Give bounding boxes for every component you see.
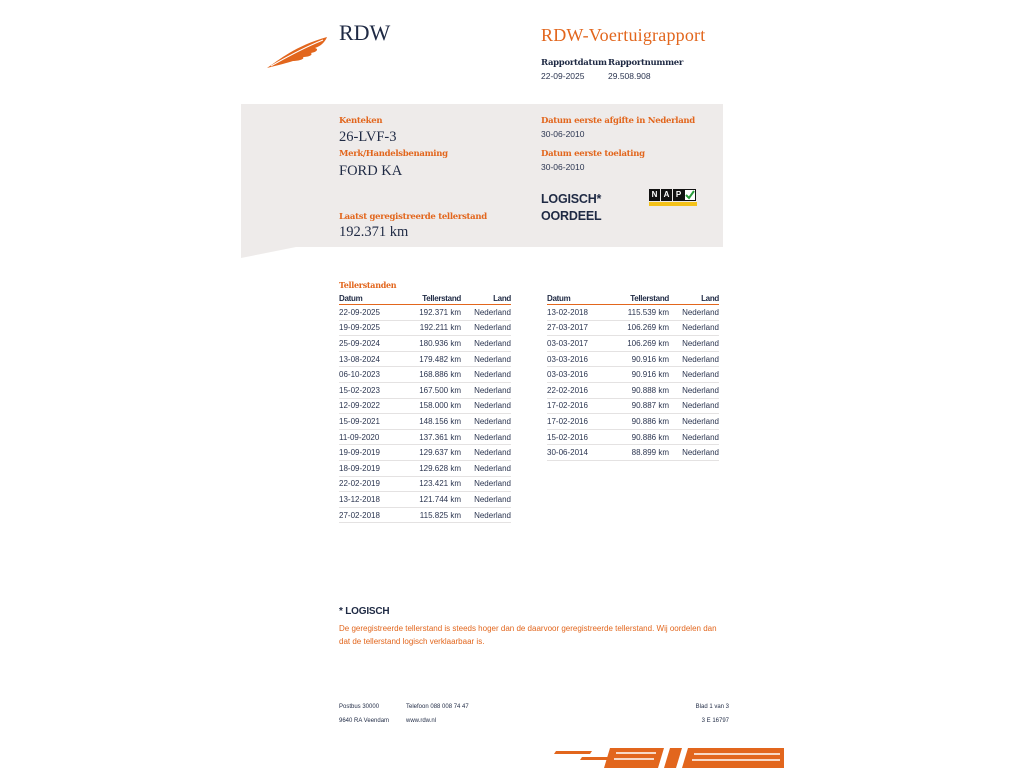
cell-country: Nederland <box>461 414 511 430</box>
report-date-label: Rapportdatum <box>541 58 607 68</box>
report-number-label: Rapportnummer <box>608 58 684 68</box>
readings-right-body <box>547 305 719 461</box>
cell-reading: 115.539 km <box>617 305 669 321</box>
table-row <box>547 367 719 383</box>
cell-country: Nederland <box>669 398 719 414</box>
footer-page-number: Blad 1 van 3 <box>695 704 729 710</box>
nap-stripe <box>649 202 697 206</box>
footer-address: 9640 RA Veendam <box>339 718 390 724</box>
cell-date: 22-02-2019 <box>339 476 409 492</box>
readings-section-title: Tellerstanden <box>339 280 397 290</box>
cell-date: 03-03-2017 <box>547 336 617 352</box>
readings-table-right <box>547 292 719 461</box>
nap-letter-n: N <box>649 189 660 201</box>
footer-document-code: 3 E 16797 <box>701 718 729 724</box>
cell-date: 03-03-2016 <box>547 351 617 367</box>
col-header-reading: Tellerstand <box>617 292 669 305</box>
col-header-country: Land <box>669 292 719 305</box>
table-row <box>339 305 511 321</box>
cell-date: 18-09-2019 <box>339 460 409 476</box>
table-row <box>547 351 719 367</box>
cell-date: 13-08-2024 <box>339 351 409 367</box>
table-row <box>339 429 511 445</box>
cell-date: 13-02-2018 <box>547 305 617 321</box>
cell-reading: 192.371 km <box>409 305 461 321</box>
cell-country: Nederland <box>461 445 511 461</box>
org-name: RDW <box>339 20 391 45</box>
nap-check-icon <box>684 189 696 201</box>
cell-country: Nederland <box>461 429 511 445</box>
table-row <box>339 351 511 367</box>
cell-date: 13-12-2018 <box>339 492 409 508</box>
cell-country: Nederland <box>669 367 719 383</box>
cell-reading: 180.936 km <box>409 336 461 352</box>
last-reading-label: Laatst geregistreerde tellerstand <box>339 212 487 222</box>
table-row <box>339 398 511 414</box>
plate-label: Kenteken <box>339 116 383 126</box>
cell-reading: 123.421 km <box>409 476 461 492</box>
footer-website-link[interactable]: www.rdw.nl <box>406 718 437 724</box>
cell-country: Nederland <box>669 305 719 321</box>
col-header-date: Datum <box>339 292 409 305</box>
plate-value: 26-LVF-3 <box>339 129 397 145</box>
first-admission-label: Datum eerste toelating <box>541 149 645 159</box>
cell-reading: 90.886 km <box>617 414 669 430</box>
cell-country: Nederland <box>461 476 511 492</box>
cell-country: Nederland <box>461 382 511 398</box>
table-row <box>339 507 511 523</box>
footnote-text: De geregistreerde tellerstand is steeds hoger dan de daarvoor geregistreerde tellerstand. Wij oordelen dan dat de tellerstand logisch verklaarbaar is. <box>339 624 717 646</box>
readings-table-left <box>339 292 511 523</box>
cell-reading: 106.269 km <box>617 336 669 352</box>
cell-reading: 90.886 km <box>617 429 669 445</box>
cell-date: 27-02-2018 <box>339 507 409 523</box>
cell-date: 11-09-2020 <box>339 429 409 445</box>
first-admission-value: 30-06-2010 <box>541 162 585 172</box>
table-row <box>547 320 719 336</box>
table-row <box>339 336 511 352</box>
report-date-value: 22-09-2025 <box>541 71 585 81</box>
cell-date: 15-02-2016 <box>547 429 617 445</box>
cell-date: 19-09-2019 <box>339 445 409 461</box>
footer-po-box: Postbus 30000 <box>339 704 380 710</box>
cell-date: 17-02-2016 <box>547 398 617 414</box>
cell-date: 22-09-2025 <box>339 305 409 321</box>
cell-date: 30-06-2014 <box>547 445 617 461</box>
cell-country: Nederland <box>669 429 719 445</box>
table-row <box>547 305 719 321</box>
table-row <box>547 445 719 461</box>
cell-date: 17-02-2016 <box>547 414 617 430</box>
cell-country: Nederland <box>461 492 511 508</box>
rdw-feather-logo-icon <box>265 34 331 70</box>
cell-date: 12-09-2022 <box>339 398 409 414</box>
cell-date: 15-02-2023 <box>339 382 409 398</box>
cell-country: Nederland <box>461 460 511 476</box>
cell-reading: 168.886 km <box>409 367 461 383</box>
table-row <box>547 382 719 398</box>
cell-date: 22-02-2016 <box>547 382 617 398</box>
table-row <box>339 382 511 398</box>
table-row <box>547 398 719 414</box>
last-reading-value: 192.371 km <box>339 224 409 240</box>
cell-country: Nederland <box>461 507 511 523</box>
overview-panel-tail <box>241 246 301 258</box>
table-row <box>339 367 511 383</box>
footer-phone: Telefoon 088 008 74 47 <box>406 704 469 710</box>
cell-country: Nederland <box>669 336 719 352</box>
readings-left-body <box>339 305 511 523</box>
cell-country: Nederland <box>669 320 719 336</box>
cell-country: Nederland <box>461 398 511 414</box>
cell-reading: 90.887 km <box>617 398 669 414</box>
table-row <box>339 476 511 492</box>
cell-country: Nederland <box>669 414 719 430</box>
cell-reading: 129.628 km <box>409 460 461 476</box>
table-row <box>339 414 511 430</box>
table-row <box>339 492 511 508</box>
cell-country: Nederland <box>669 382 719 398</box>
cell-reading: 88.899 km <box>617 445 669 461</box>
verdict-line-2: OORDEEL <box>541 209 602 223</box>
cell-reading: 148.156 km <box>409 414 461 430</box>
table-row <box>339 460 511 476</box>
cell-reading: 115.825 km <box>409 507 461 523</box>
make-label: Merk/Handelsbenaming <box>339 149 448 159</box>
cell-country: Nederland <box>461 320 511 336</box>
nap-letter-a: A <box>661 189 672 201</box>
report-title: RDW-Voertuigrapport <box>541 25 706 45</box>
table-row <box>339 320 511 336</box>
table-row <box>339 445 511 461</box>
col-header-country: Land <box>461 292 511 305</box>
cell-reading: 129.637 km <box>409 445 461 461</box>
first-registration-nl-value: 30-06-2010 <box>541 129 585 139</box>
table-row <box>547 336 719 352</box>
cell-reading: 158.000 km <box>409 398 461 414</box>
table-row <box>547 429 719 445</box>
cell-reading: 90.916 km <box>617 367 669 383</box>
table-row <box>547 414 719 430</box>
verdict-line-1: LOGISCH* <box>541 192 602 206</box>
verdict <box>541 191 601 225</box>
cell-reading: 192.211 km <box>409 320 461 336</box>
col-header-reading: Tellerstand <box>409 292 461 305</box>
cell-reading: 106.269 km <box>617 320 669 336</box>
cell-country: Nederland <box>669 351 719 367</box>
cell-country: Nederland <box>461 367 511 383</box>
cell-country: Nederland <box>461 351 511 367</box>
cell-date: 06-10-2023 <box>339 367 409 383</box>
first-registration-nl-label: Datum eerste afgifte in Nederland <box>541 116 695 126</box>
cell-date: 25-09-2024 <box>339 336 409 352</box>
cell-date: 19-09-2025 <box>339 320 409 336</box>
report-number-value: 29.508.908 <box>608 71 651 81</box>
cell-reading: 137.361 km <box>409 429 461 445</box>
cell-reading: 179.482 km <box>409 351 461 367</box>
nap-badge <box>649 189 697 209</box>
cell-reading: 90.916 km <box>617 351 669 367</box>
cell-date: 03-03-2016 <box>547 367 617 383</box>
col-header-date: Datum <box>547 292 617 305</box>
make-value: FORD KA <box>339 163 403 179</box>
rdw-stripes-icon <box>552 745 784 768</box>
cell-country: Nederland <box>669 445 719 461</box>
cell-date: 15-09-2021 <box>339 414 409 430</box>
footnote-title: * LOGISCH <box>339 606 390 617</box>
cell-reading: 167.500 km <box>409 382 461 398</box>
cell-reading: 90.888 km <box>617 382 669 398</box>
cell-date: 27-03-2017 <box>547 320 617 336</box>
cell-country: Nederland <box>461 336 511 352</box>
nap-letter-p: P <box>673 189 684 201</box>
cell-country: Nederland <box>461 305 511 321</box>
cell-reading: 121.744 km <box>409 492 461 508</box>
